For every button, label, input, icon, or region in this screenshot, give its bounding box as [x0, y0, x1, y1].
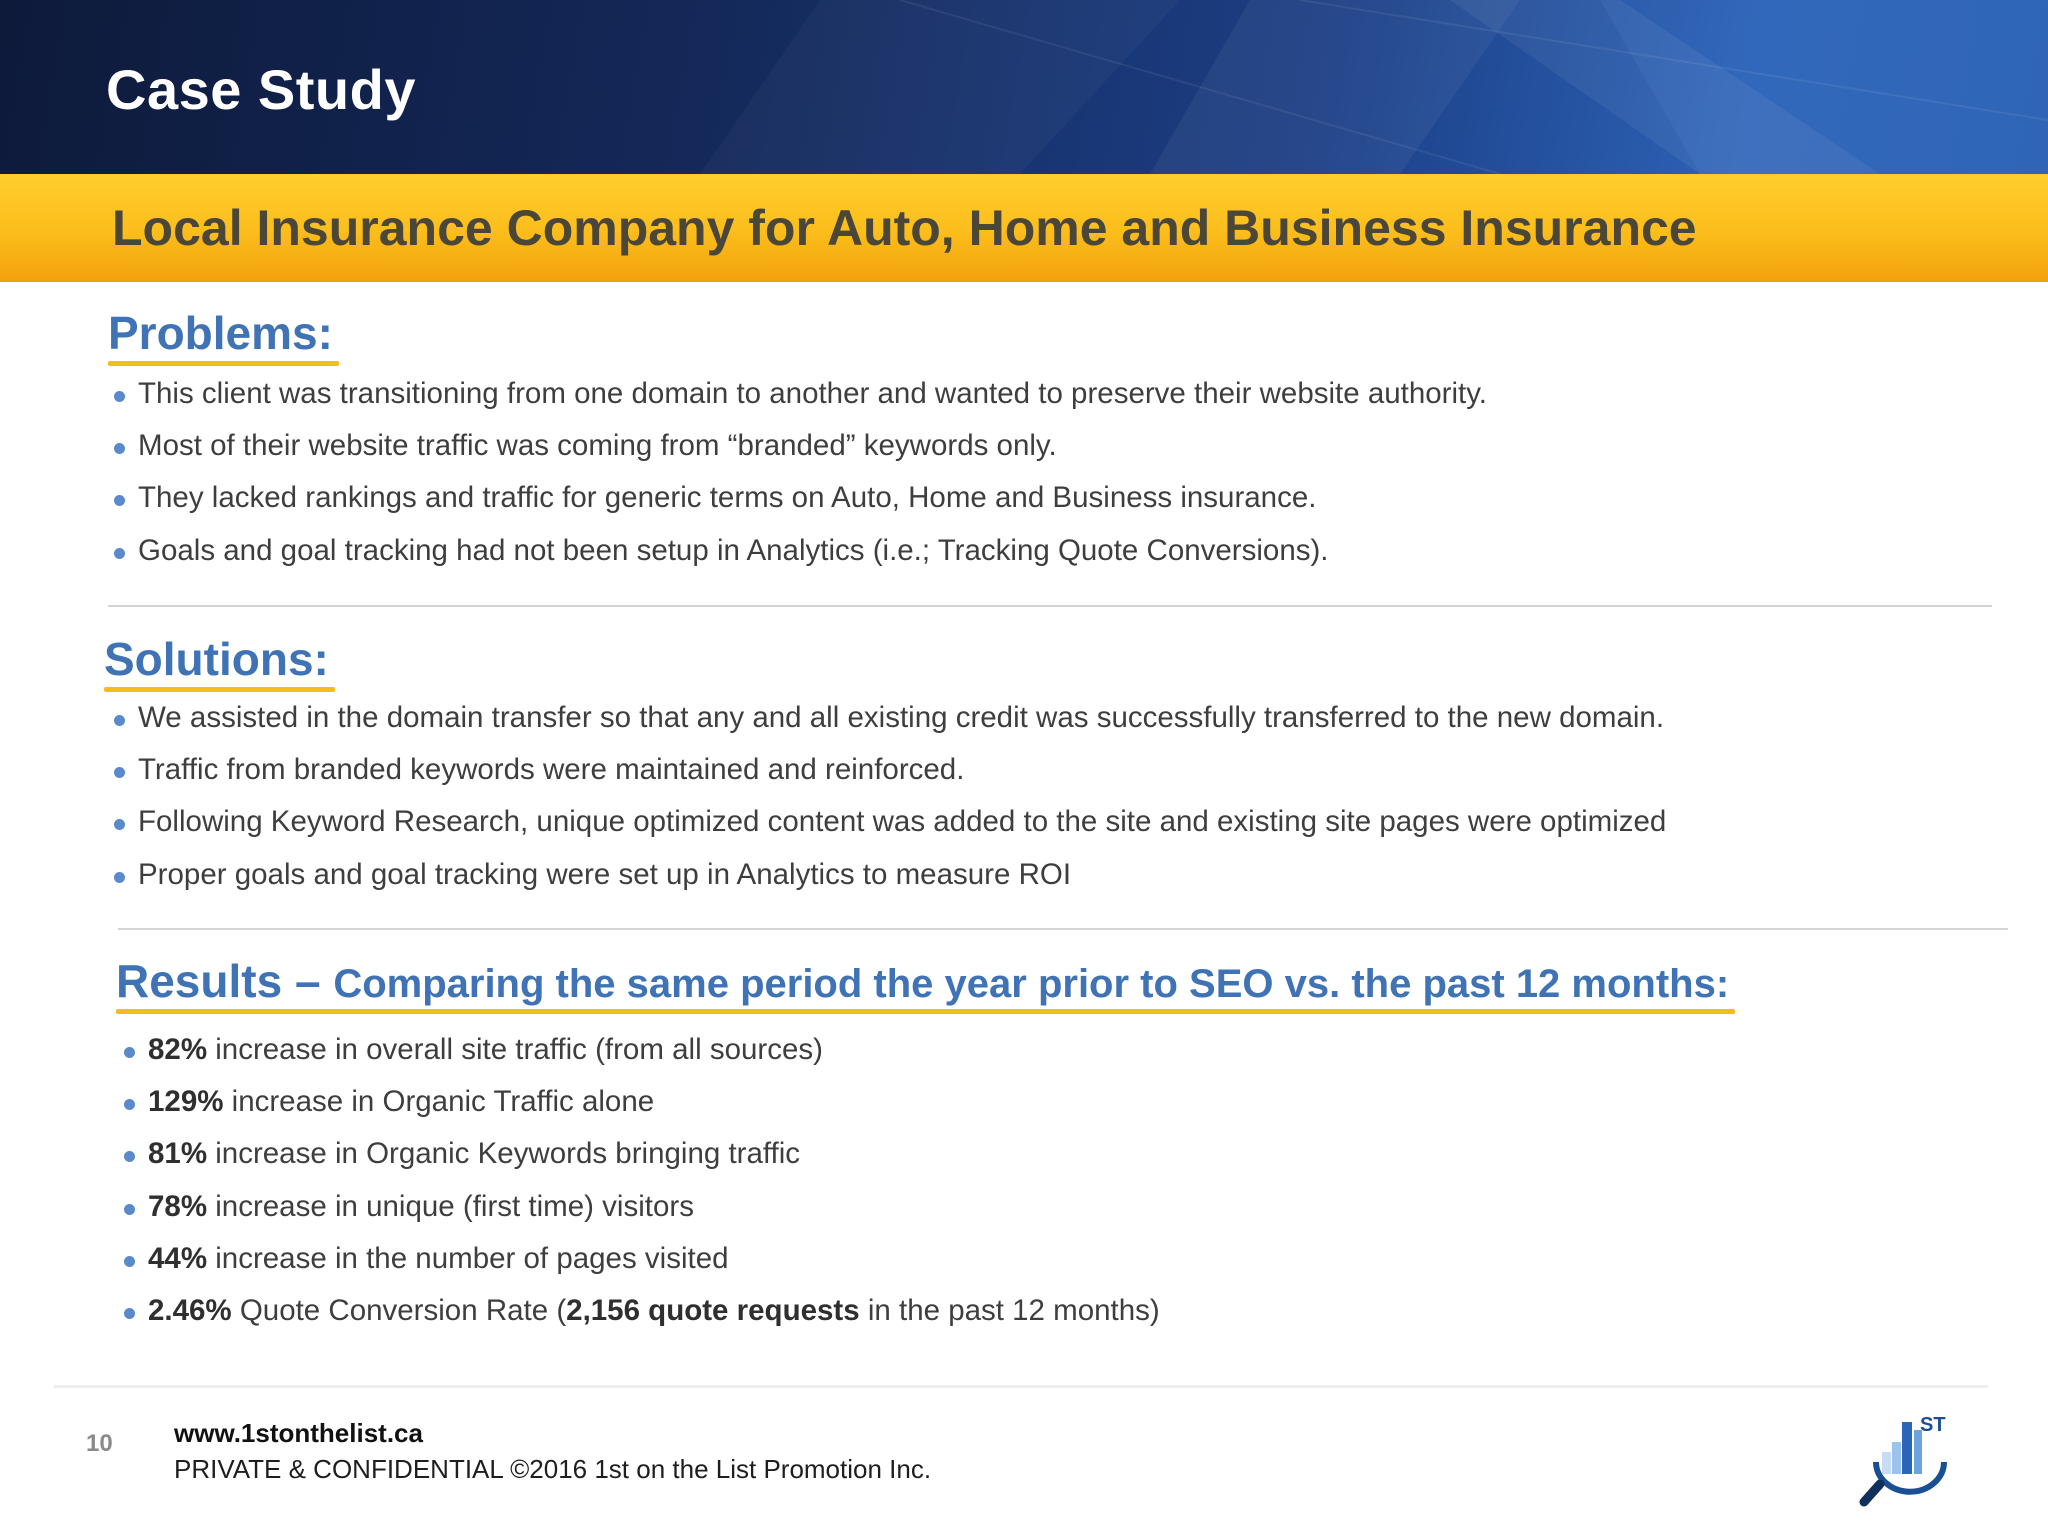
- conversion-rate-value: 2.46%: [148, 1294, 232, 1328]
- result-item: 78% increase in unique (first time) visitors: [124, 1181, 1160, 1233]
- result-value: 44%: [148, 1241, 208, 1275]
- result-value: 82%: [148, 1033, 208, 1066]
- bullet-dot: [114, 872, 125, 883]
- solution-item: Following Keyword Research, unique optimized content was added to the site and existing site pages were optimized: [114, 796, 1666, 848]
- bullet-dot: [124, 1308, 135, 1319]
- company-logo: [1858, 1408, 1958, 1508]
- result-item: 81% increase in Organic Keywords bringing traffic: [124, 1128, 1160, 1180]
- results-subheading: Comparing the same period the year prior to SEO vs. the past 12 months:: [333, 962, 1730, 1006]
- solutions-list: [114, 692, 1666, 901]
- result-value: 78%: [148, 1189, 208, 1223]
- page-title: Case Study: [106, 58, 416, 121]
- solutions-heading: [104, 633, 329, 685]
- results-heading-text: Results –: [116, 955, 334, 1007]
- solutions-heading-text: Solutions:: [104, 633, 329, 685]
- problems-list: [114, 368, 1487, 577]
- result-value: 81%: [148, 1137, 208, 1171]
- solution-item: Traffic from branded keywords were maintained and reinforced.: [114, 744, 1666, 796]
- bullet-dot: [114, 443, 125, 454]
- header-banner: [0, 0, 2048, 174]
- logo-text: ST: [1920, 1414, 1946, 1436]
- section-divider: [118, 928, 2008, 930]
- footer-divider: [54, 1385, 1988, 1388]
- results-list: [124, 1024, 1160, 1337]
- bullet-dot: [114, 548, 125, 559]
- solution-item: Proper goals and goal tracking were set up in Analytics to measure ROI: [114, 849, 1666, 901]
- solution-item: We assisted in the domain transfer so that any and all existing credit was successfully transferred to the new domain.: [114, 692, 1666, 744]
- problem-item: Goals and goal tracking had not been setup in Analytics (i.e.; Tracking Quote Conversions).: [114, 525, 1487, 577]
- result-item: 129% increase in Organic Traffic alone: [124, 1076, 1160, 1128]
- footer-copyright: PRIVATE & CONFIDENTIAL ©2016 1st on the List Promotion Inc.: [174, 1454, 932, 1484]
- results-heading: [116, 955, 1730, 1007]
- results-heading-underline: [116, 1009, 1735, 1014]
- bullet-dot: [114, 391, 125, 402]
- problems-heading: [108, 307, 333, 359]
- bullet-dot: [124, 1151, 135, 1162]
- section-divider: [108, 605, 1992, 607]
- quote-requests-count: 2,156 quote requests: [566, 1294, 860, 1328]
- problem-item: This client was transitioning from one domain to another and wanted to preserve their website authority.: [114, 368, 1487, 420]
- bullet-dot: [114, 767, 125, 778]
- bullet-dot: [124, 1204, 135, 1215]
- result-item: 44% increase in the number of pages visited: [124, 1233, 1160, 1285]
- result-item: 82% increase in overall site traffic (from all sources): [124, 1024, 1160, 1076]
- footer-website-url: www.1stonthelist.ca: [174, 1418, 423, 1448]
- problem-item: Most of their website traffic was coming from “branded” keywords only.: [114, 420, 1487, 472]
- bullet-dot: [124, 1047, 135, 1058]
- problems-heading-text: Problems:: [108, 307, 333, 359]
- bullet-dot: [114, 715, 125, 726]
- result-item-conversion: 2.46% Quote Conversion Rate (2,156 quote requests in the past 12 months): [124, 1285, 1160, 1337]
- bullet-dot: [124, 1099, 135, 1110]
- problems-heading-underline: [108, 361, 339, 366]
- result-value: 129%: [148, 1085, 224, 1119]
- problem-item: They lacked rankings and traffic for generic terms on Auto, Home and Business insurance.: [114, 472, 1487, 524]
- subtitle-banner: [0, 174, 2048, 282]
- bullet-dot: [124, 1256, 135, 1267]
- bullet-dot: [114, 495, 125, 506]
- case-study-subtitle: Local Insurance Company for Auto, Home and Business Insurance: [112, 200, 1697, 256]
- bullet-dot: [114, 819, 125, 830]
- page-number: 10: [86, 1430, 113, 1457]
